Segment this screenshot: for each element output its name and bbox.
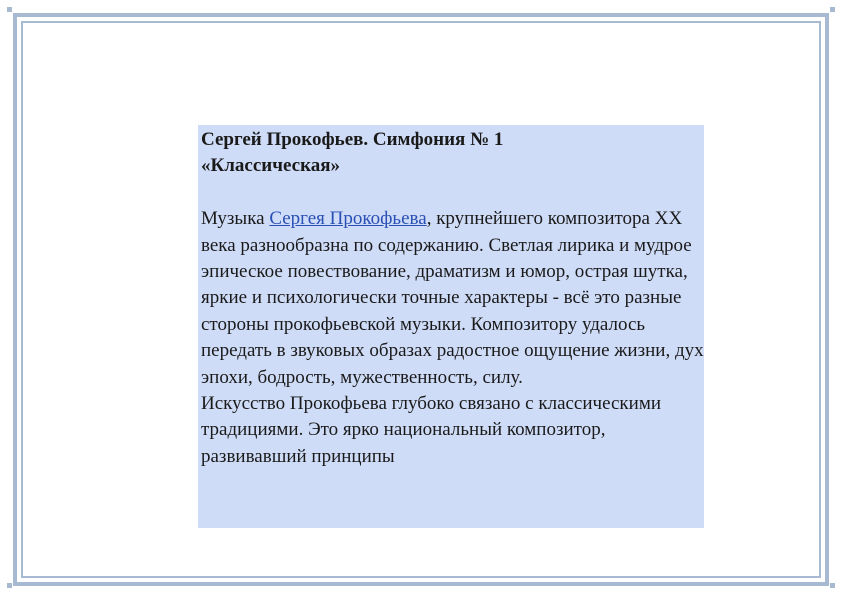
border-corner-bottom-left [7, 583, 12, 588]
document-title [201, 127, 704, 180]
paragraph-1 [201, 206, 704, 391]
paragraph-2: Искусство Прокофьева глубоко связано с классическими традициями. Это ярко национальный композитор, развивавший принципы [201, 393, 662, 467]
prokofiev-link[interactable]: Сергея Прокофьева [269, 208, 427, 230]
border-corner-top-left [7, 7, 12, 12]
title-line-1: Сергей Прокофьев. Симфония № 1 [201, 129, 504, 150]
text-block [198, 125, 704, 528]
title-line-2: «Классическая» [201, 155, 341, 177]
paragraph-1-start: Музыка [201, 208, 270, 230]
border-corner-bottom-right [830, 583, 835, 588]
paragraph-1-rest: , крупнейшего композитора XX века разнообразна по содержанию. Светлая лирика и мудрое эпическое повествование, драматизм и юмор, острая шутка, яркие и психологически точные характеры - всё это разные стороны прокофьевской музыки. Композитору удалось передать в звуковых образах радостное ощущение жизни, дух эпохи, бодрость, мужественность, силу. [201, 208, 704, 388]
border-corner-top-right [830, 7, 835, 12]
blank-line [201, 180, 704, 206]
